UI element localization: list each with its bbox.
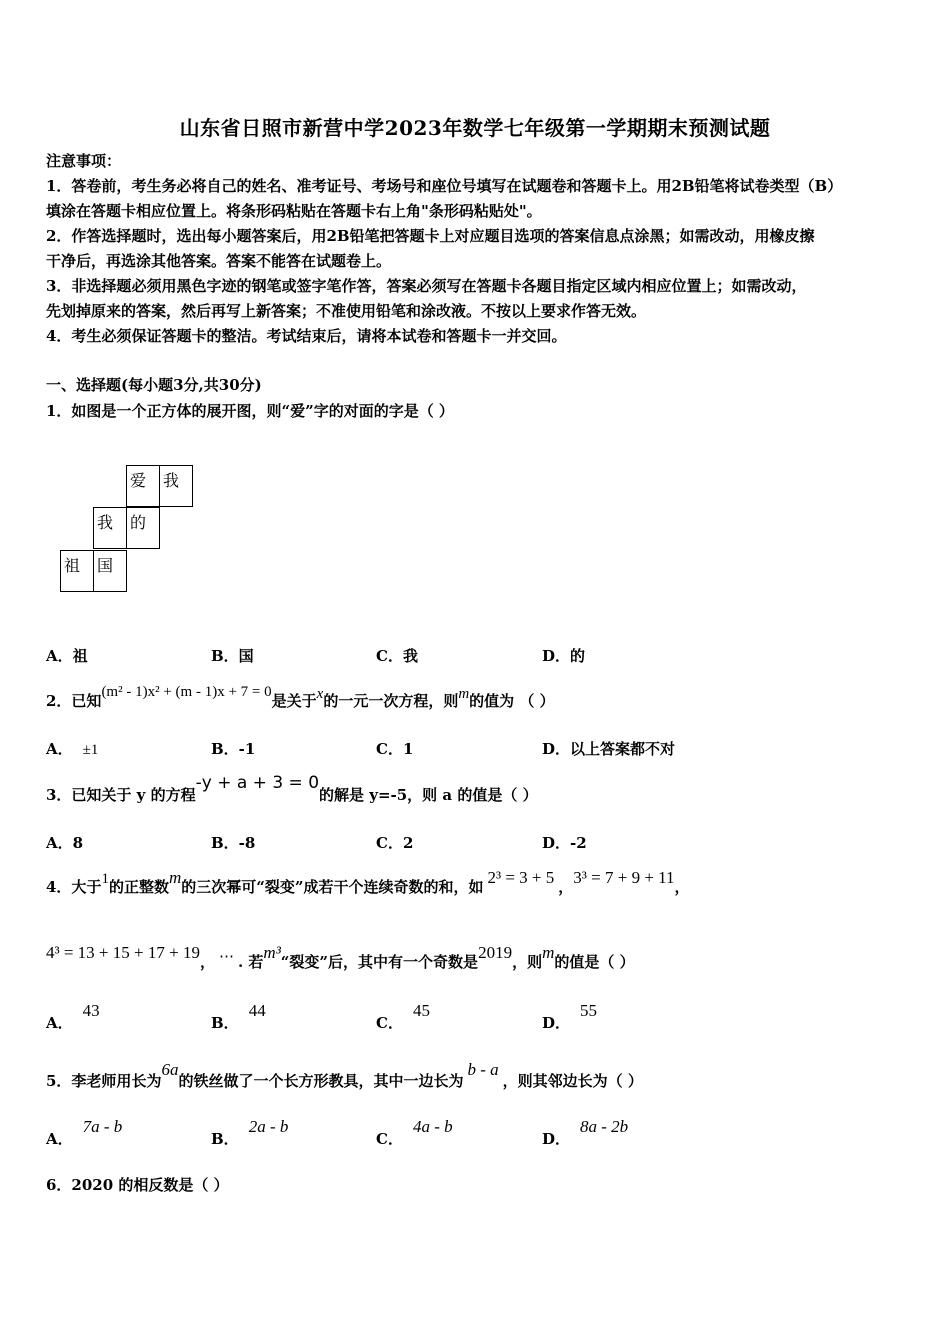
q2-option-b[interactable]: B．-1: [211, 740, 256, 758]
q5-value-6a: 6a: [161, 1060, 179, 1079]
q5-pre: 5．李老师用长为: [46, 1072, 162, 1090]
q5-value-b-a: b - a: [467, 1060, 499, 1079]
net-cell-zu: 祖: [60, 550, 94, 592]
q4-text4: . 若: [237, 953, 264, 971]
q3-post: 的解是 y=-5，则 a 的值是（ ）: [319, 786, 538, 804]
q2-stem: [46, 684, 555, 713]
q2-mid: 是关于: [271, 692, 317, 710]
q2-var-m: m: [458, 686, 470, 702]
notice-line-4: 干净后，再选涂其他答案。答案不能答在试题卷上。: [46, 252, 392, 270]
notice-line-2: 填涂在答题卡相应位置上。将条形码粘贴在答题卡右上角"条形码粘贴处"。: [46, 202, 542, 220]
q4-text3: ，: [199, 953, 215, 971]
page-title: 山东省日照市新营中学2023年数学七年级第一学期期末预测试题: [179, 116, 771, 140]
q1-stem: 1．如图是一个正方体的展开图，则“爱”字的对面的字是（ ）: [46, 402, 454, 420]
q4-number-2019: 2019: [478, 943, 513, 962]
q4-comma-2: ，: [674, 878, 690, 896]
notice-heading: 注意事项：: [46, 152, 122, 170]
q4-one: 1: [101, 871, 109, 887]
q3-option-d[interactable]: D．-2: [542, 834, 587, 852]
q2-pre: 2．已知: [46, 692, 102, 710]
q2-option-a[interactable]: A． ±1: [46, 740, 99, 758]
notice-line-1: 1．答卷前，考生务必将自己的姓名、准考证号、考场号和座位号填写在试题卷和答题卡上。用2B铅笔将试卷类型（B）: [46, 177, 843, 195]
notice-line-6: 先划掉原来的答案，然后再写上新答案；不准使用铅笔和涂改液。不按以上要求作答无效。: [46, 302, 647, 320]
q2-var-x: x: [316, 686, 324, 702]
q2-option-d[interactable]: D．以上答案都不对: [542, 740, 676, 758]
q4-var-m2: m: [542, 943, 555, 962]
q2-post: 的值为 （ ）: [469, 692, 555, 710]
q1-option-d[interactable]: D．的: [542, 647, 586, 665]
section-heading: 一、选择题(每小题3分,共30分): [46, 376, 262, 394]
q4-var-m: m: [168, 868, 182, 887]
net-cell-guo: 国: [93, 550, 127, 592]
notice-line-7: 4．考生必须保证答题卡的整洁。考试结束后，请将本试卷和答题卡一并交回。: [46, 327, 567, 345]
q4-example-3: 4³ = 13 + 15 + 17 + 19: [46, 943, 200, 962]
q5-stem: [46, 1060, 643, 1092]
q3-equation: -y + a + 3 = 0: [195, 773, 320, 793]
q2-mid2: 的一元一次方程，则: [323, 692, 459, 710]
q6-stem: 6．2020 的相反数是（ ）: [46, 1176, 229, 1194]
q5-option-d[interactable]: D．8a - 2b: [542, 1117, 629, 1148]
q2-equation: (m² - 1)x² + (m - 1)x + 7 = 0: [101, 684, 272, 700]
q4-text6: ，则: [512, 953, 543, 971]
q4-option-a[interactable]: A．43: [46, 1001, 100, 1032]
q5-option-a[interactable]: A．7a - b: [46, 1117, 123, 1148]
net-cell-ai: 爱: [126, 465, 160, 507]
q4-comma-1: ，: [558, 878, 574, 896]
net-cell-de: 的: [126, 507, 160, 549]
q1-option-c[interactable]: C．我: [376, 647, 418, 665]
q3-option-c[interactable]: C．2: [376, 834, 414, 852]
q5-option-c[interactable]: C．4a - b: [376, 1117, 453, 1148]
q3-option-a[interactable]: A．8: [46, 834, 84, 852]
q4-m-cubed: m³: [263, 943, 281, 962]
q1-option-a[interactable]: A．祖: [46, 647, 88, 665]
q2-option-c[interactable]: C．1: [376, 740, 414, 758]
q5-option-b[interactable]: B．2a - b: [211, 1117, 289, 1148]
net-cell-wo-top: 我: [159, 465, 193, 507]
net-cell-wo: 我: [93, 507, 127, 549]
q1-option-b[interactable]: B．国: [211, 647, 254, 665]
q4-dots: ⋯: [218, 949, 234, 965]
q4-stem-line2: [46, 943, 635, 974]
q4-text2: 的三次幂可“裂变”成若干个连续奇数的和，如: [181, 878, 484, 896]
q3-stem: [46, 773, 538, 806]
q4-text7: 的值是（ ）: [554, 953, 635, 971]
q3-pre: 3．已知关于 y 的方程: [46, 786, 196, 804]
q5-text2: ，则其邻边长为（ ）: [502, 1072, 643, 1090]
notice-line-3: 2．作答选择题时，选出每小题答案后，用2B铅笔把答题卡上对应题目选项的答案信息点涂黑；如需改动，用橡皮擦: [46, 227, 815, 245]
q4-example-2: 3³ = 7 + 9 + 11: [573, 868, 675, 887]
notice-line-5: 3．非选择题必须用黑色字迹的钢笔或签字笔作答，答案必须写在答题卡各题目指定区域内相应位置上；如需改动，: [46, 277, 807, 295]
q4-option-b[interactable]: B．44: [211, 1001, 266, 1032]
q4-stem-line1: [46, 868, 690, 899]
cube-net-figure: [60, 465, 190, 595]
q4-option-c[interactable]: C．45: [376, 1001, 430, 1032]
q4-option-d[interactable]: D．55: [542, 1001, 598, 1032]
q5-text1: 的铁丝做了一个长方形教具，其中一边长为: [178, 1072, 464, 1090]
q4-example-1: 2³ = 3 + 5: [487, 868, 555, 887]
q3-option-b[interactable]: B．-8: [211, 834, 256, 852]
q4-text5: “裂变”后，其中有一个奇数是: [280, 953, 479, 971]
q4-pre: 4．大于: [46, 878, 102, 896]
q4-text1: 的正整数: [108, 878, 169, 896]
